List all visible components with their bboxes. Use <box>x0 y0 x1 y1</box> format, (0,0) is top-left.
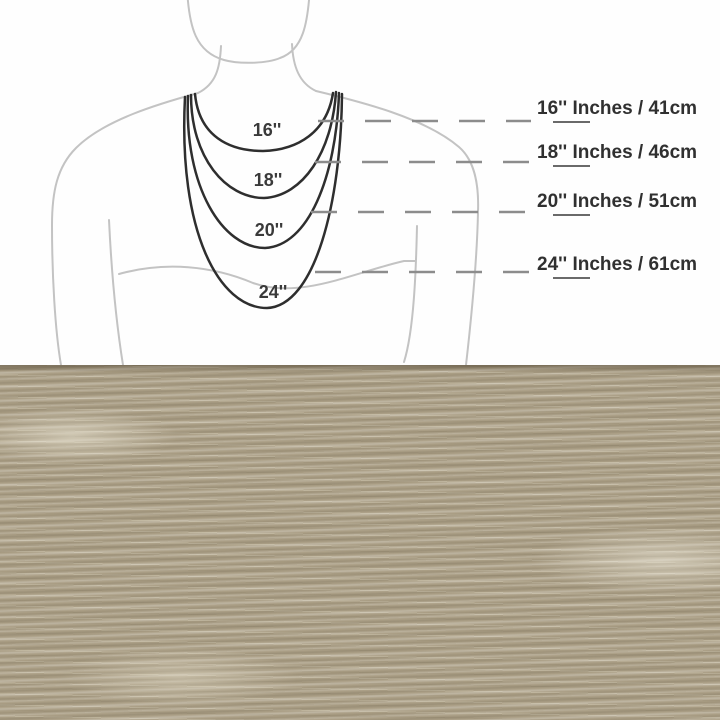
wood-background <box>0 365 720 720</box>
length-label-16: 16'' Inches / 41cm <box>537 98 698 119</box>
figure-right-inner-arm <box>404 226 417 362</box>
figure-neck-right <box>292 44 316 91</box>
necklace-curve-label-18: 18'' <box>253 170 283 190</box>
leader-lines <box>311 121 531 272</box>
figure-left-inner-arm <box>109 220 123 365</box>
length-label-24: 24'' Inches / 61cm <box>537 254 698 275</box>
necklace-curve-label-24: 24'' <box>258 282 288 302</box>
necklace-curve-label-20: 20'' <box>254 220 284 240</box>
necklace-curve-label-16: 16'' <box>252 120 282 140</box>
figure-left-shoulder-arm <box>52 93 198 365</box>
length-label-18: 18'' Inches / 46cm <box>537 142 698 163</box>
figure-jawline <box>187 0 310 63</box>
length-label-20: 20'' Inches / 51cm <box>537 191 698 212</box>
